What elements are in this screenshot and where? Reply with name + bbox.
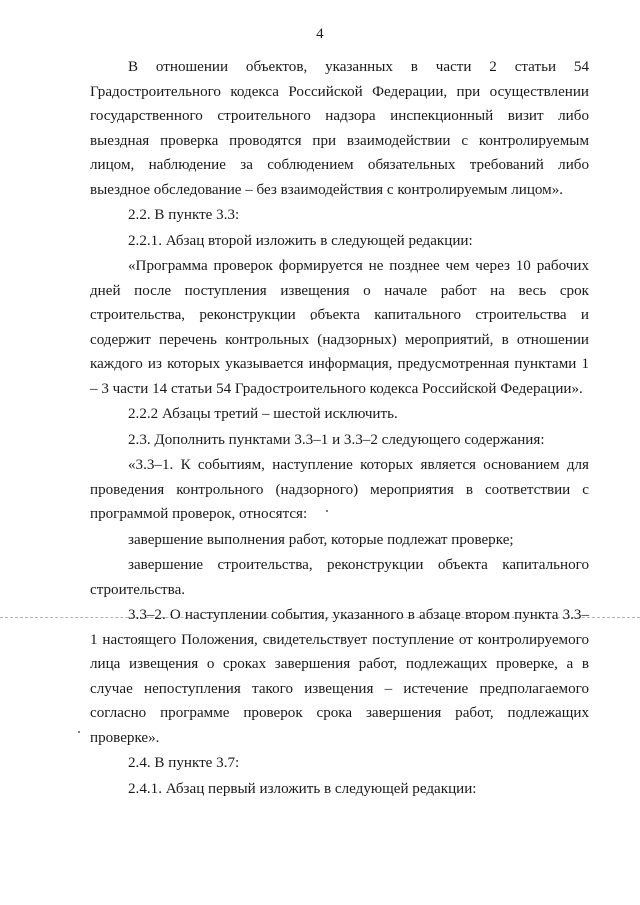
paragraph-2-2: 2.2. В пункте 3.3: bbox=[128, 207, 240, 223]
page-number: 4 bbox=[316, 26, 324, 42]
paragraph-3-3-2: 3.3–2. О наступлении события, указанного в абзаце втором пункта 3.3–1 настоящего Положения, свидетельствует поступление от контролируемого лица извещения о сроках завершения работ, подлежащих проверке, а в случае непоступления такого извещения – истечение предполагаемого согласно программе проверок срока завершения работ, подлежащих проверке». bbox=[90, 607, 589, 746]
paragraph-works-completion: завершение выполнения работ, которые подлежат проверке; bbox=[128, 531, 514, 548]
paragraph-3-3-1: «3.3–1. К событиям, наступление которых является основанием для проведения контрольного (надзорного) мероприятия в соответствии с программой проверок, относятся: bbox=[90, 457, 589, 522]
paragraph-objects-art54: В отношении объектов, указанных в части 2 статьи 54 Градостроительного кодекса Российской Федерации, при осуществлении государственного строительного надзора инспекционный визит либо выездная проверка проводятся при взаимодействии с контролируемым лицом, наблюдение за соблюдением обязательных требований либо выездное обследование – без взаимодействия с контролируемым лицом». bbox=[90, 59, 589, 198]
scan-artifact-dot bbox=[78, 731, 80, 733]
paragraph-2-4-1: 2.4.1. Абзац первый изложить в следующей редакции: bbox=[128, 780, 477, 797]
paragraph-construction-completion: завершение строительства, реконструкции объекта капитального строительства. bbox=[90, 557, 589, 598]
paragraph-2-3: 2.3. Дополнить пунктами 3.3–1 и 3.3–2 следующего содержания: bbox=[128, 431, 545, 448]
paragraph-2-2-1: 2.2.1. Абзац второй изложить в следующей редакции: bbox=[128, 232, 473, 249]
paragraph-2-4: 2.4. В пункте 3.7: bbox=[128, 755, 240, 771]
paragraph-2-2-2: 2.2.2 Абзацы третий – шестой исключить. bbox=[128, 406, 398, 422]
document-body bbox=[90, 55, 589, 802]
paragraph-inspection-program: «Программа проверок формируется не позднее чем через 10 рабочих дней после поступления извещения о начале работ на весь срок строительства, реконструкции объекта капитального строительства и содержит перечень контрольных (надзорных) мероприятий, в отношении каждого из которых указывается информация, предусмотренная пунктами 1 – 3 части 14 статьи 54 Градостроительного кодекса Российской Федерации». bbox=[90, 258, 589, 397]
